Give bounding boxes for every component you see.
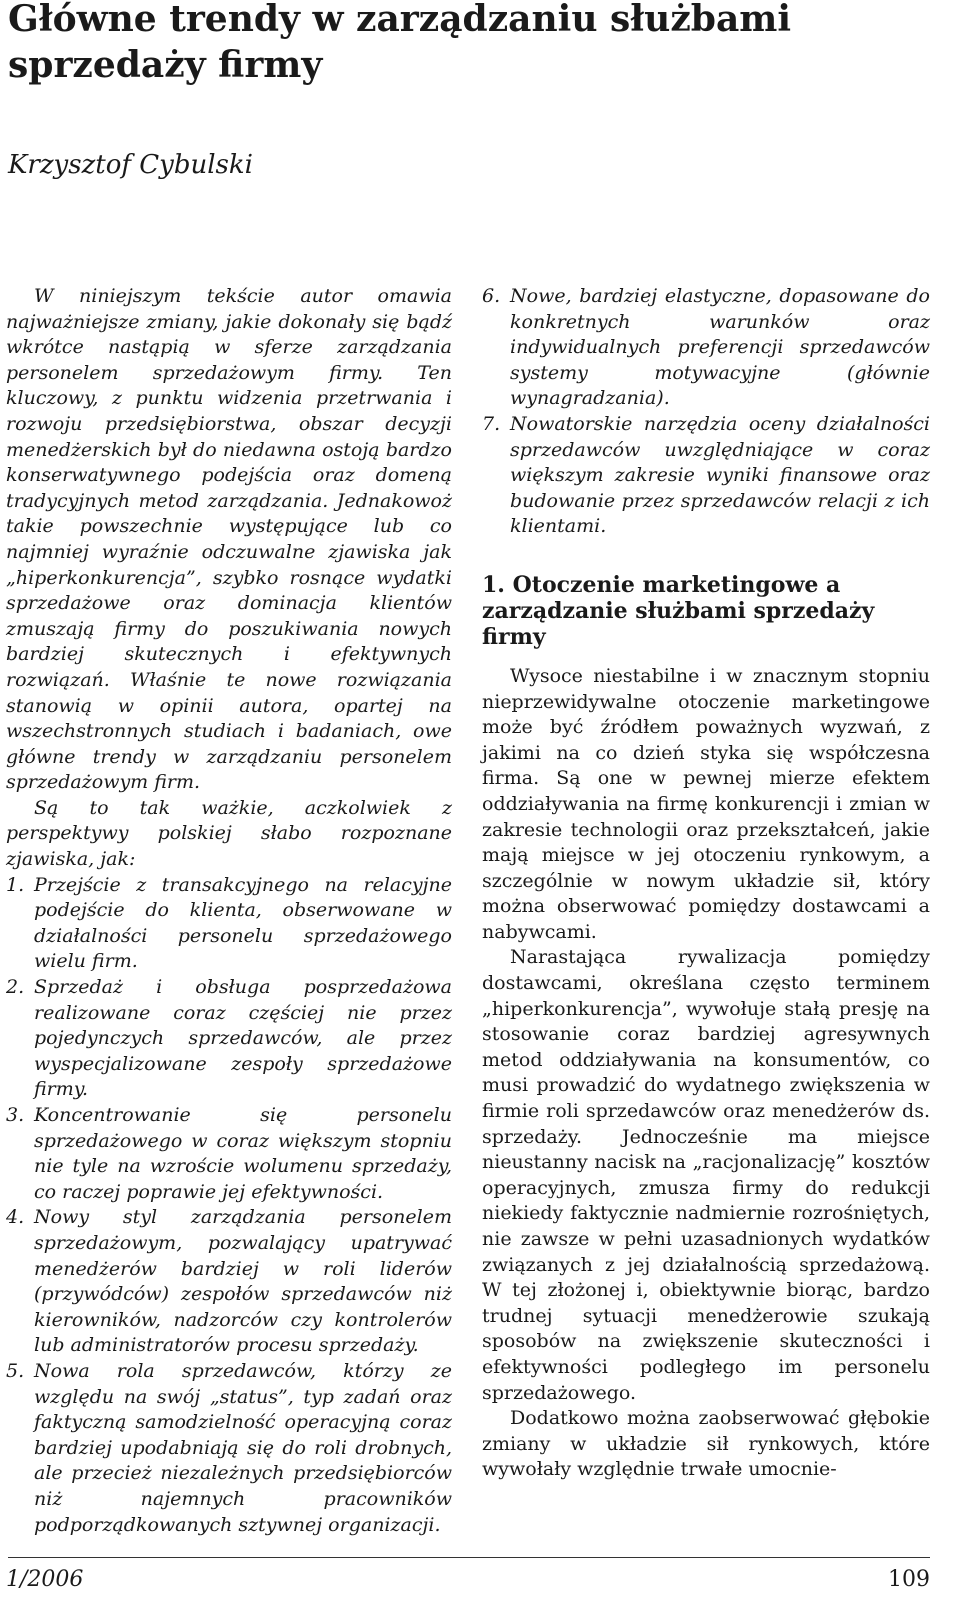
list-item-text: Koncentrowanie się personelu sprzedażowego w coraz większym stopniu nie tyle na wzroście wolumenu sprzedaży, co raczej poprawie jej efektywności. (34, 1104, 452, 1203)
list-item (6, 873, 452, 975)
trend-list-part-2 (482, 284, 930, 540)
list-item (6, 975, 452, 1103)
left-column (6, 284, 452, 1538)
section-heading: 1. Otoczenie marketingowe a zarządzanie służbami sprzedaży firmy (482, 571, 875, 650)
issue-number: 1/2006 (6, 1567, 84, 1592)
body-paragraph: Narastająca rywalizacja pomiędzy dostawcami, określana często terminem „hiperkonkurencja”, wywołuje stałą presję na stosowanie coraz bardziej agresywnych metod oddziaływania na konsumentów, co musi prowadzić do wydatnego zwiększenia w firmie roli sprzedawców oraz menedżerów ds. sprzedaży. Jednocześnie ma miejsce nieustanny nacisk na „racjonalizację” kosztów operacyjnych, zmusza firmy do redukcji niekiedy faktycznie nadmiernie rozrośniętych, nie zawsze w pełni uzasadnionych wydatków związanych z jej działalnością sprzedażową. W tej złożonej i, obiektywnie biorąc, bardzo trudnej sytuacji menedżerowie szukają sposobów na zwiększenie skuteczności i efektywności podległego im personelu sprzedażowego. (482, 946, 930, 1404)
list-item-number: 1. (6, 873, 25, 896)
abstract-intro-list: Są to tak ważkie, aczkolwiek z perspektywy polskiej słabo rozpoznane zjawiska, jak: (6, 796, 452, 871)
footer-rule (8, 1557, 930, 1558)
list-item (482, 284, 930, 412)
list-item-number: 5. (6, 1359, 25, 1382)
author-name: Krzysztof Cybulski (8, 150, 253, 180)
list-item-text: Nowatorskie narzędzia oceny działalności sprzedawców uwzględniające w coraz większym zakresie wyniki finansowe oraz budowanie przez sprzedawców relacji z ich klientami. (510, 412, 930, 538)
page-number: 109 (888, 1567, 930, 1592)
list-item (6, 1359, 452, 1538)
list-item-text: Przejście z transakcyjnego na relacyjne podejście do klienta, obserwowane w działalności personelu sprzedażowego wielu firm. (34, 873, 452, 973)
list-item-number: 3. (6, 1104, 25, 1126)
article-title: Główne trendy w zarządzaniu służbami sprzedaży firmy (8, 0, 792, 86)
list-item (6, 1205, 452, 1359)
list-item-number: 2. (6, 976, 25, 999)
list-item-text: Nowy styl zarządzania personelem sprzedażowym, pozwalający upatrywać menedżerów bardziej w roli liderów (przywódców) zespołów sprzedawców niż kierowników, nadzorców czy kontrolerów lub administratorów procesu sprzedaży. (34, 1206, 452, 1357)
list-item-number: 4. (6, 1206, 25, 1229)
list-item-number: 6. (482, 285, 501, 307)
list-item (482, 412, 930, 540)
right-column (482, 284, 930, 1483)
body-paragraph: Dodatkowo można zaobserwować głębokie zmiany w układzie sił rynkowych, które wywołały względnie trwałe umocnie- (482, 1407, 930, 1481)
body-paragraph: Wysoce niestabilne i w znacznym stopniu nieprzewidywalne otoczenie marketingowe może być źródłem poważnych wyzwań, z jakimi na co dzień styka się współczesna firma. Są one w pewnej mierze efektem oddziaływania na firmę konkurencji i zmian w zakresie technologii oraz przekształceń, jakie mają miejsce w jej otoczeniu rynkowym, a szczególnie w nowym układzie sił, który można obserwować pomiędzy dostawcami a nabywcami. (482, 664, 930, 943)
list-item-text: Nowe, bardziej elastyczne, dopasowane do konkretnych warunków oraz indywidualnych preferencji sprzedawców systemy motywacyjne (głównie wynagradzania). (510, 285, 930, 410)
list-item (6, 1103, 452, 1205)
abstract-paragraph: W niniejszym tekście autor omawia najważniejsze zmiany, jakie dokonały się bądź wkrótce nastąpią w sferze zarządzania personelem sprzedażowym firmy. Ten kluczowy, z punktu widzenia przetrwania i rozwoju przedsiębiorstwa, obszar decyzji menedżerskich był do niedawna ostoją bardzo konserwatywnego podejścia oraz domeną tradycyjnych metod zarządzania. Jednakowoż takie powszechnie występujące lub co najmniej wyraźnie odczuwalne zjawiska jak „hiperkonkurencja”, szybko rosnące wydatki sprzedażowe oraz dominacja klientów zmuszają firmy do poszukiwania nowych bardziej skutecznych i efektywnych rozwiązań. Właśnie te nowe rozwiązania stanowią w opinii autora, opartej na wszechstronnych studiach i badaniach, owe główne trendy w zarządzaniu personelem sprzedażowym firm. (6, 285, 452, 794)
list-item-number: 7. (482, 412, 501, 435)
trend-list-part-1 (6, 873, 452, 1538)
list-item-text: Nowa rola sprzedawców, którzy ze względu na swój „status”, typ zadań oraz faktyczną samodzielność operacyjną coraz bardziej upodabniają się do roli drobnych, ale przecież niezależnych przedsiębiorców niż najemnych pracowników podporządkowanych sztywnej organizacji. (34, 1359, 452, 1536)
list-item-text: Sprzedaż i obsługa posprzedażowa realizowane coraz częściej nie przez pojedynczych sprzedawców, ale przez wyspecjalizowane zespoły sprzedażowe firmy. (34, 976, 452, 1101)
